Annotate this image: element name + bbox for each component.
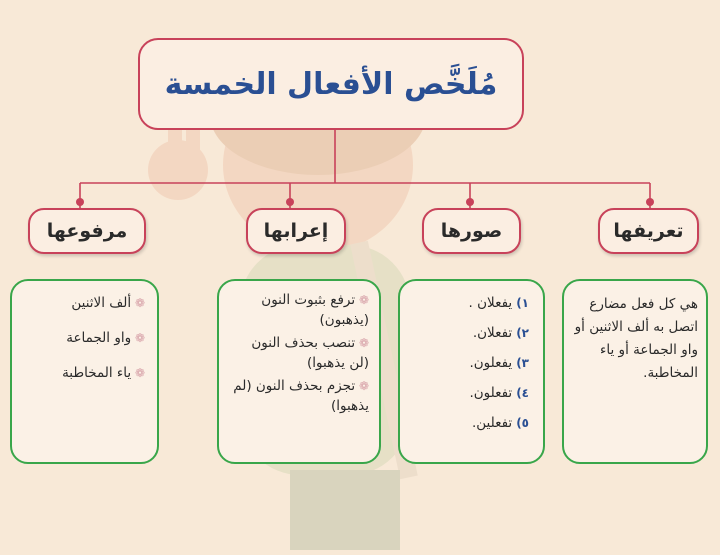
list-item	[24, 293, 145, 314]
title-box	[138, 38, 524, 130]
list-item	[229, 334, 369, 373]
card-irab	[217, 279, 381, 464]
list-item	[229, 377, 369, 416]
list-item	[414, 353, 529, 374]
marfu-list	[24, 293, 145, 384]
item-text: تجزم بحذف النون (لم يذهبوا)	[233, 378, 369, 414]
diagram-title: مُلَخَّص الأفعال الخمسة	[164, 66, 498, 102]
heading-marfu	[28, 208, 146, 254]
item-text: يفعلون.	[469, 354, 513, 371]
star-bullet-icon: ❁	[355, 379, 369, 394]
heading-marfu-label: مرفوعها	[46, 220, 128, 242]
heading-definition-label: تعريفها	[613, 220, 684, 242]
heading-irab-label: إعرابها	[263, 220, 329, 242]
heading-forms-label: صورها	[440, 220, 503, 242]
item-text: تفعلين.	[471, 414, 513, 431]
item-text: ألف الاثنين	[71, 295, 132, 311]
heading-forms	[422, 208, 521, 254]
definition-text: هي كل فعل مضارع اتصل به ألف الاثنين أو واو الجماعة أو ياء المخاطبة.	[574, 296, 698, 381]
card-forms	[398, 279, 545, 464]
item-text: يفعلان .	[468, 295, 513, 311]
star-bullet-icon: ❁	[131, 365, 145, 380]
connector-dot-icon	[286, 198, 294, 206]
item-text: تنصب بحذف النون (لن يذهبوا)	[251, 335, 369, 371]
item-number: ٥)	[516, 415, 529, 430]
item-text: ياء المخاطبة	[62, 364, 132, 381]
item-number: ٤)	[516, 385, 529, 400]
item-text: تفعلان.	[472, 324, 513, 341]
list-item	[24, 363, 145, 384]
list-item	[24, 328, 145, 349]
list-item	[414, 293, 529, 314]
item-text: تفعلون.	[469, 384, 513, 401]
item-number: ٣)	[516, 356, 529, 370]
list-item	[414, 413, 529, 434]
item-number: ٢)	[516, 326, 529, 341]
card-definition	[562, 279, 708, 464]
connector-dot-icon	[76, 198, 84, 206]
connector-dot-icon	[466, 198, 474, 206]
item-text: ترفع بثبوت النون (يذهبون)	[261, 292, 369, 328]
heading-irab	[246, 208, 346, 254]
list-item	[414, 323, 529, 344]
list-item	[229, 291, 369, 330]
star-bullet-icon: ❁	[131, 296, 145, 310]
star-bullet-icon: ❁	[355, 336, 369, 351]
irab-list	[229, 291, 369, 416]
star-bullet-icon: ❁	[131, 330, 145, 345]
list-item	[414, 383, 529, 404]
heading-definition	[598, 208, 699, 254]
connector-dot-icon	[646, 198, 654, 206]
item-number: ١)	[516, 296, 529, 311]
item-text: واو الجماعة	[66, 329, 132, 346]
forms-list	[414, 293, 529, 434]
star-bullet-icon: ❁	[355, 293, 369, 307]
card-marfu	[10, 279, 159, 464]
